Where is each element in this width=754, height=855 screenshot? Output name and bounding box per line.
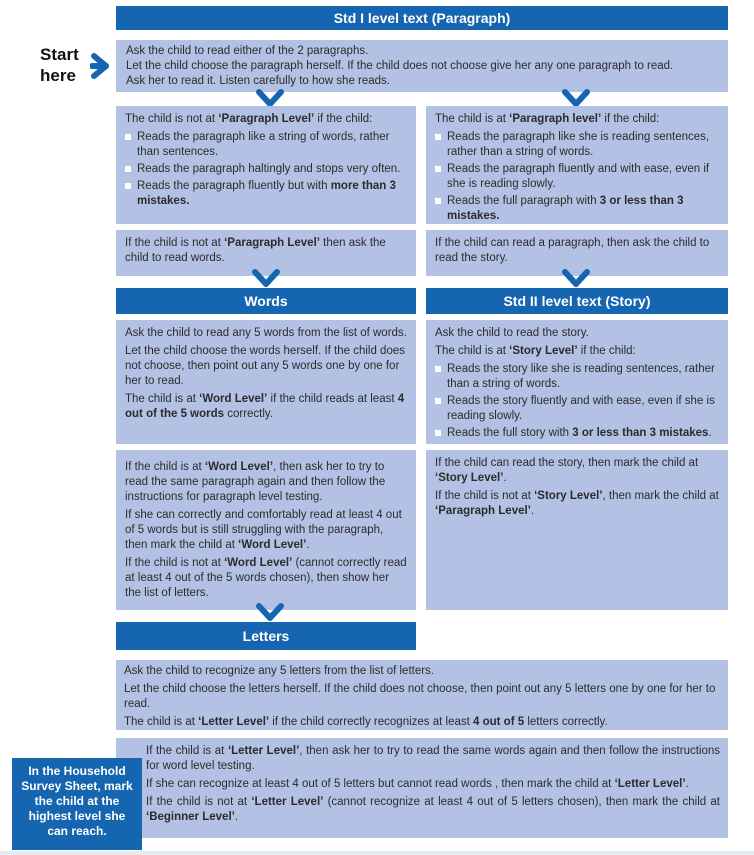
- to-story-box: If the child can read a paragraph, then ask the child to read the story.: [426, 230, 728, 276]
- letters-header: Letters: [116, 622, 416, 650]
- list-item: Reads the story like she is reading sentences, rather than a string of words.: [435, 362, 719, 392]
- story-level-box: If the child can read the story, then mark the child at ‘Story Level’. If the child is not at ‘Story Level’, then mark the child at ‘Paragraph Level’.: [426, 450, 728, 610]
- list-item: Reads the story fluently and with ease, even if she is reading slowly.: [435, 394, 719, 424]
- footer-divider: [0, 851, 754, 855]
- down-arrow-icon: [252, 268, 280, 290]
- start-here-label: Start here: [40, 45, 79, 85]
- std1-header: Std I level text (Paragraph): [116, 6, 728, 30]
- list-item: Reads the paragraph fluently and with ease, even if she is reading slowly.: [435, 162, 719, 192]
- words-instruction-box: Ask the child to read any 5 words from the list of words. Let the child choose the words herself. If the child does not choose, then point out any 5 words one by one for her to read. The child is at ‘Word Level’ if the child reads at least 4 out of the 5 words correctly.: [116, 320, 416, 444]
- down-arrow-icon: [562, 268, 590, 290]
- letters-instruction-box: Ask the child to recognize any 5 letters from the list of letters. Let the child choose the letters herself. If the child does not choose, then point out any 5 letters one by one for her to read. The child is at ‘Letter Level’ if the child correctly recognizes at least 4 out of 5 letters correctly.: [116, 660, 728, 730]
- list-item: Reads the paragraph fluently but with more than 3 mistakes.: [125, 179, 407, 209]
- survey-sheet-note: In the Household Survey Sheet, mark the child at the highest level she can reach.: [12, 758, 142, 850]
- letter-level-box: If the child is at ‘Letter Level’, then ask her to try to read the same words again and then follow the instructions for word level testing. If she can recognize at least 4 out of 5 letters but cannot read words , then mark the child at ‘Letter Level’. If the child is not at ‘Letter Level’ (cannot recognize at least 4 out of 5 letters chosen), then mark the child at ‘Beginner Level’.: [116, 738, 728, 838]
- list-item: Reads the paragraph like she is reading sentences, rather than a string of words.: [435, 130, 719, 160]
- to-words-box: If the child is not at ‘Paragraph Level’ then ask the child to read words.: [116, 230, 416, 276]
- intro-line-2: Let the child choose the paragraph herself. If the child does not choose give her any one paragraph to read.: [126, 60, 674, 72]
- intro-line-3: Ask her to read it. Listen carefully to how she reads.: [126, 75, 390, 87]
- start-arrow-icon: [90, 52, 116, 80]
- list-item: Reads the full story with 3 or less than 3 mistakes.: [435, 426, 719, 441]
- story-instruction-box: Ask the child to read the story. The child is at ‘Story Level’ if the child: Reads the story like she is reading sentences, rather than a string of words. Reads the story fluently and with ease, even if she is reading slowly. Reads the full story with 3 or less than 3 mistakes.: [426, 320, 728, 444]
- words-header: Words: [116, 288, 416, 314]
- std2-header: Std II level text (Story): [426, 288, 728, 314]
- word-level-box: If the child is at ‘Word Level’, then ask her to try to read the same paragraph again and then follow the instructions for paragraph level testing. If she can correctly and comfortably read at least 4 out of 5 words but is still struggling with the paragraph, then mark the child at ‘Word Level’. If the child is not at ‘Word Level’ (cannot correctly read at least 4 out of the 5 words chosen), then show her the list of letters.: [116, 450, 416, 610]
- not-paragraph-level-box: The child is not at ‘Paragraph Level’ if the child: Reads the paragraph like a string of words, rather than sentences. Reads the paragraph haltingly and stops very often. Reads the paragraph fluently but with more than 3 mistakes.: [116, 106, 416, 224]
- list-item: Reads the paragraph haltingly and stops very often.: [125, 162, 407, 177]
- list-item: Reads the full paragraph with 3 or less than 3 mistakes.: [435, 194, 719, 224]
- list-item: Reads the paragraph like a string of words, rather than sentences.: [125, 130, 407, 160]
- paragraph-level-box: The child is at ‘Paragraph level’ if the child: Reads the paragraph like she is reading sentences, rather than a string of words. Reads the paragraph fluently and with ease, even if she is reading slowly. Reads the full paragraph with 3 or less than 3 mistakes.: [426, 106, 728, 224]
- down-arrow-icon: [256, 602, 284, 624]
- intro-box: [116, 40, 728, 92]
- intro-line-1: Ask the child to read either of the 2 paragraphs.: [126, 45, 369, 57]
